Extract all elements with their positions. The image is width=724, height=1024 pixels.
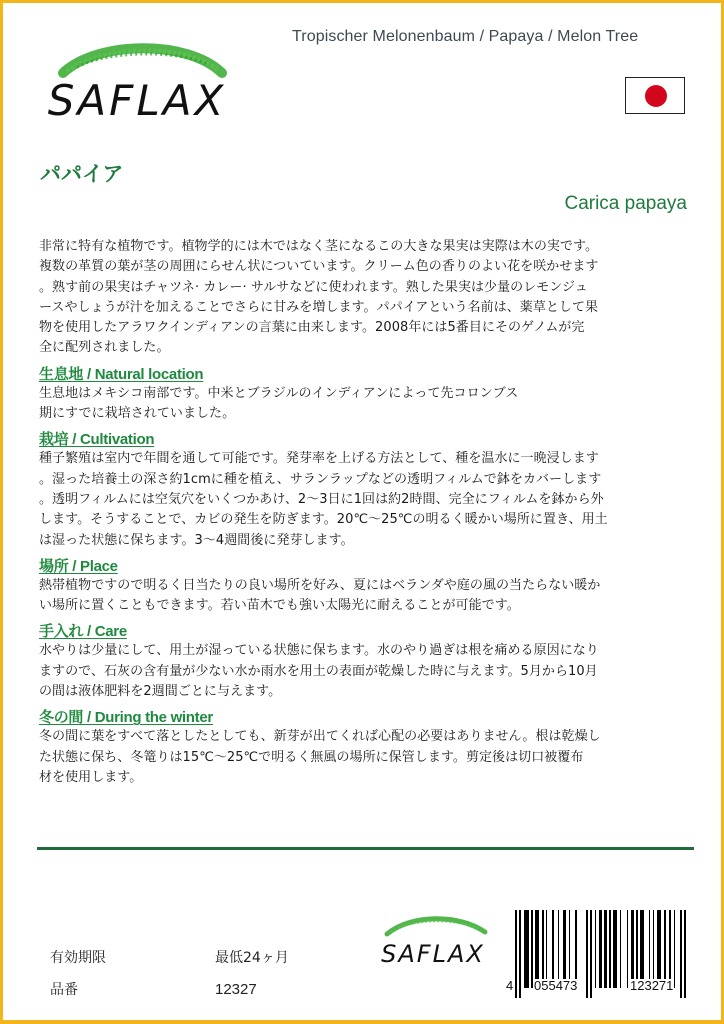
barcode-first-digit: 4 (506, 978, 514, 993)
section-heading: 生息地 / Natural location (39, 365, 204, 383)
section-body (39, 384, 699, 425)
section-place (39, 551, 699, 617)
svg-text:SAFLAX: SAFLAX (47, 76, 227, 125)
description-content (39, 237, 699, 788)
intro-line: ースやしょうが汁を加えることでさらに甘みを増します。パパイアという名前は、薬草として果 (39, 299, 599, 315)
product-subtitle: Tropischer Melonenbaum / Papaya / Melon Tree (292, 28, 639, 45)
section-cultivation (39, 424, 699, 550)
section-line: 冬の間に葉をすべて落としたとしても、新芽が出てくれば心配の必要はありません。根は乾燥し (39, 729, 601, 745)
product-meta (50, 941, 289, 1005)
intro-line: 複数の革質の葉が茎の周囲にらせん状についています。クリーム色の香りのよい花を咲かせます (39, 259, 599, 275)
section-body (39, 449, 699, 550)
section-line: 水やりは少量にして、用土が湿っている状態に保ちます。水のやり過ぎは根を痛める原因になり (39, 643, 599, 659)
section-natural-location (39, 359, 699, 425)
section-line: の間は液体肥料を2週間ごとに与えます。 (39, 684, 282, 700)
flag-red-disc (645, 85, 667, 107)
section-line: 。湿った培養土の深さ約1cmに種を植え、サランラップなどの透明フィルムで鉢をカバーします (39, 471, 602, 487)
intro-line: 非常に特有な植物です。植物学的には木ではなく茎になるこの大きな果実は実際は木の実です。 (39, 239, 599, 254)
section-line: 材を使用します。 (39, 769, 143, 785)
section-line: 。透明フィルムには空気穴をいくつかあけ、2～3日に1回は約2時間、完全にフィルムを鉢から外 (39, 491, 604, 507)
section-heading: 場所 / Place (39, 557, 118, 575)
section-line: は湿った状態に保ちます。3～4週間後に発芽します。 (39, 532, 354, 548)
japan-flag-icon (625, 77, 685, 114)
section-winter (39, 702, 699, 788)
section-body (39, 576, 699, 617)
saflax-logo (37, 29, 237, 125)
product-title-japanese: パパイア (40, 162, 124, 186)
svg-text:SAFLAX: SAFLAX (381, 940, 485, 968)
meta-row-expiry (50, 941, 289, 973)
section-care (39, 616, 699, 702)
section-heading: 冬の間 / During the winter (39, 709, 213, 727)
meta-value: 12327 (215, 980, 257, 998)
intro-line: 物を使用したアラワクインディアンの言葉に由来します。2008年には5番目にそのゲノムが完 (39, 320, 585, 336)
section-line: 生息地はメキシコ南部です。中米とブラジルのインディアンによって先コロンブス (39, 385, 519, 401)
saflax-logo-small (373, 910, 493, 970)
barcode-left-group: 055473 (534, 978, 578, 993)
section-line: ますので、石灰の含有量が少ない水か雨水を用土の表面が乾燥した時に与えます。5月から10月 (39, 663, 598, 679)
intro-line: 全に配列されました。 (39, 340, 170, 356)
section-line: た状態に保ち、冬篭りは15℃～25℃で明るく無風の場所に保管します。剪定後は切口被覆布 (39, 749, 584, 765)
intro-paragraph (39, 237, 699, 359)
meta-value: 最低24ヶ月 (215, 950, 289, 966)
product-title-latin: Carica papaya (564, 193, 687, 214)
section-line: します。そうすることで、カビの発生を防ぎます。20℃〜25℃の明るく暖かい場所に置き、用土 (39, 512, 608, 528)
section-line: い場所に置くこともできます。若い苗木でも強い太陽光に耐えることが可能です。 (39, 598, 520, 614)
barcode-right-group: 123271 (630, 978, 674, 993)
section-body (39, 727, 699, 788)
section-body (39, 641, 699, 702)
meta-label: 品番 (50, 982, 78, 998)
section-line: 種子繁殖は室内で年間を通して可能です。発芽率を上げる方法として、種を温水に一晩浸します (39, 451, 599, 467)
section-heading: 手入れ / Care (39, 623, 127, 641)
divider-rule (37, 847, 694, 850)
meta-row-item-number (50, 973, 289, 1005)
section-line: 熱帯植物ですので明るく日当たりの良い場所を好み、夏にはベランダや庭の風の当たらない暖か (39, 577, 601, 593)
section-line: 期にすでに栽培されていました。 (39, 406, 236, 422)
section-heading: 栽培 / Cultivation (39, 431, 155, 449)
meta-label: 有効期限 (50, 950, 106, 966)
intro-line: 。熟す前の果実はチャツネ· カレー· サルサなどに使われます。熟した果実は少量のレモンジュ (39, 279, 588, 295)
